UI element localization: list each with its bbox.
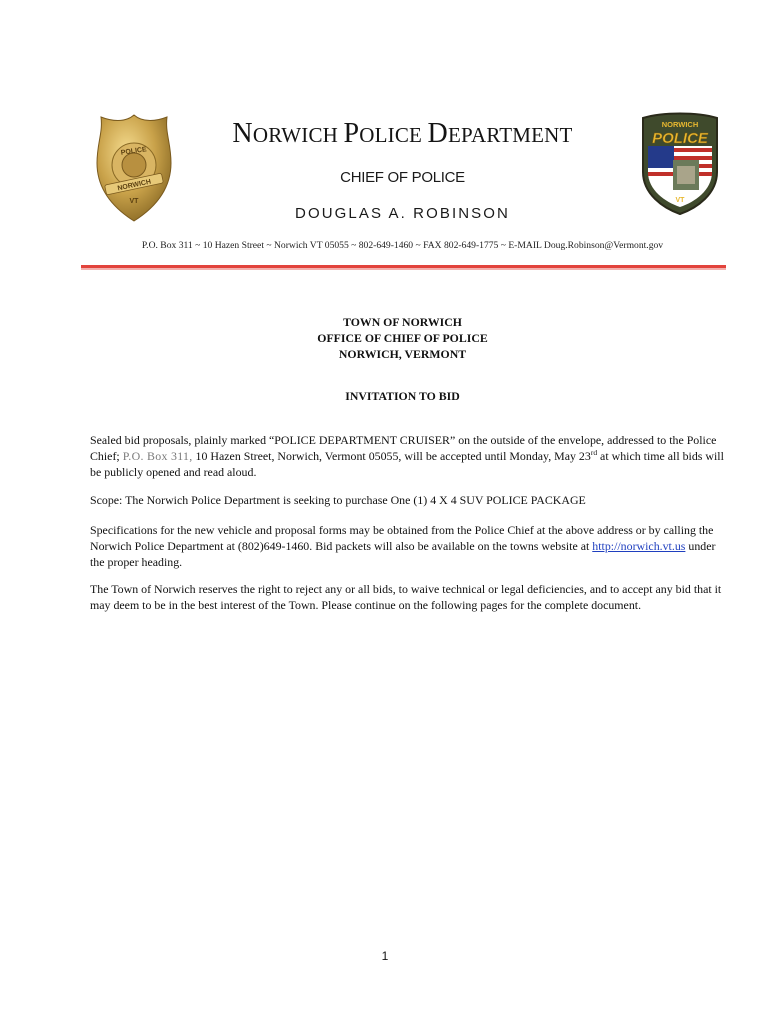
website-link[interactable]: http://norwich.vt.us xyxy=(592,539,686,553)
p1-text-a: Sealed bid proposals, plainly marked “POLICE DEPARTMENT CRUISER” on the outside of the envelope, addressed to the Police Chief; xyxy=(90,433,717,463)
p1-text-b: 10 Hazen Street, Norwich, Vermont 05055, will be accepted until Monday, May 23 xyxy=(192,449,591,463)
patch-main-text: POLICE xyxy=(652,130,708,147)
paragraph-sealed-bids xyxy=(90,432,730,480)
patch-bottom-text: VT xyxy=(675,197,685,204)
invitation-title: INVITATION TO BID xyxy=(345,389,460,403)
badge-top-text: POLICE xyxy=(120,146,148,157)
paragraph-reservation: The Town of Norwich reserves the right to reject any or all bids, to waive technical or legal deficiencies, and to accept any bid that it may deem to be in the best interest of the Town. Please continue on the following pages for the complete document. xyxy=(90,582,722,612)
p1-text-c: at which time all bids will be publicly opened and read aloud. xyxy=(90,449,724,479)
badge-banner-text: NORWICH xyxy=(116,178,152,193)
chief-name: DOUGLAS A. ROBINSON xyxy=(295,205,510,222)
p1-ordinal: rd xyxy=(590,448,598,458)
p1-po-box: P.O. Box 311, xyxy=(122,449,193,463)
department-title-part: D xyxy=(427,118,448,149)
p3-text-b: under the proper heading. xyxy=(90,539,716,569)
paragraph-scope: Scope: The Norwich Police Department is seeking to purchase One (1) 4 X 4 SUV POLICE PACKAGE xyxy=(90,493,586,507)
paragraph-specifications xyxy=(90,522,730,570)
patch-arc-text: NORWICH xyxy=(661,120,699,129)
chief-title: CHIEF OF POLICE xyxy=(340,169,465,186)
department-title-part: N xyxy=(232,118,253,149)
heading-town: TOWN OF NORWICH xyxy=(343,315,462,329)
header-divider-shadow xyxy=(81,268,726,270)
document-heading xyxy=(150,314,655,362)
contact-line: P.O. Box 311 ~ 10 Hazen Street ~ Norwich VT 05055 ~ 802-649-1460 ~ FAX 802-649-1775 ~ E-MAIL Doug.Robinson@Vermont.gov xyxy=(141,240,664,251)
department-title-part: P xyxy=(343,118,360,149)
page-number: 1 xyxy=(381,949,389,963)
badge-bottom-text: VT xyxy=(129,198,139,205)
department-title xyxy=(150,118,655,150)
department-title-part: EPARTMENT xyxy=(447,123,573,147)
p3-text-a: Specifications for the new vehicle and proposal forms may be obtained from the Police Chief at the above address or by calling the Norwich Police Department at (802)649-1460. Bid packets will also be available on the towns website at xyxy=(90,523,714,553)
department-title-part: OLICE xyxy=(359,123,428,147)
department-title-part: ORWICH xyxy=(252,123,344,147)
heading-office: OFFICE OF CHIEF OF POLICE xyxy=(317,331,488,345)
heading-location: NORWICH, VERMONT xyxy=(338,347,467,361)
